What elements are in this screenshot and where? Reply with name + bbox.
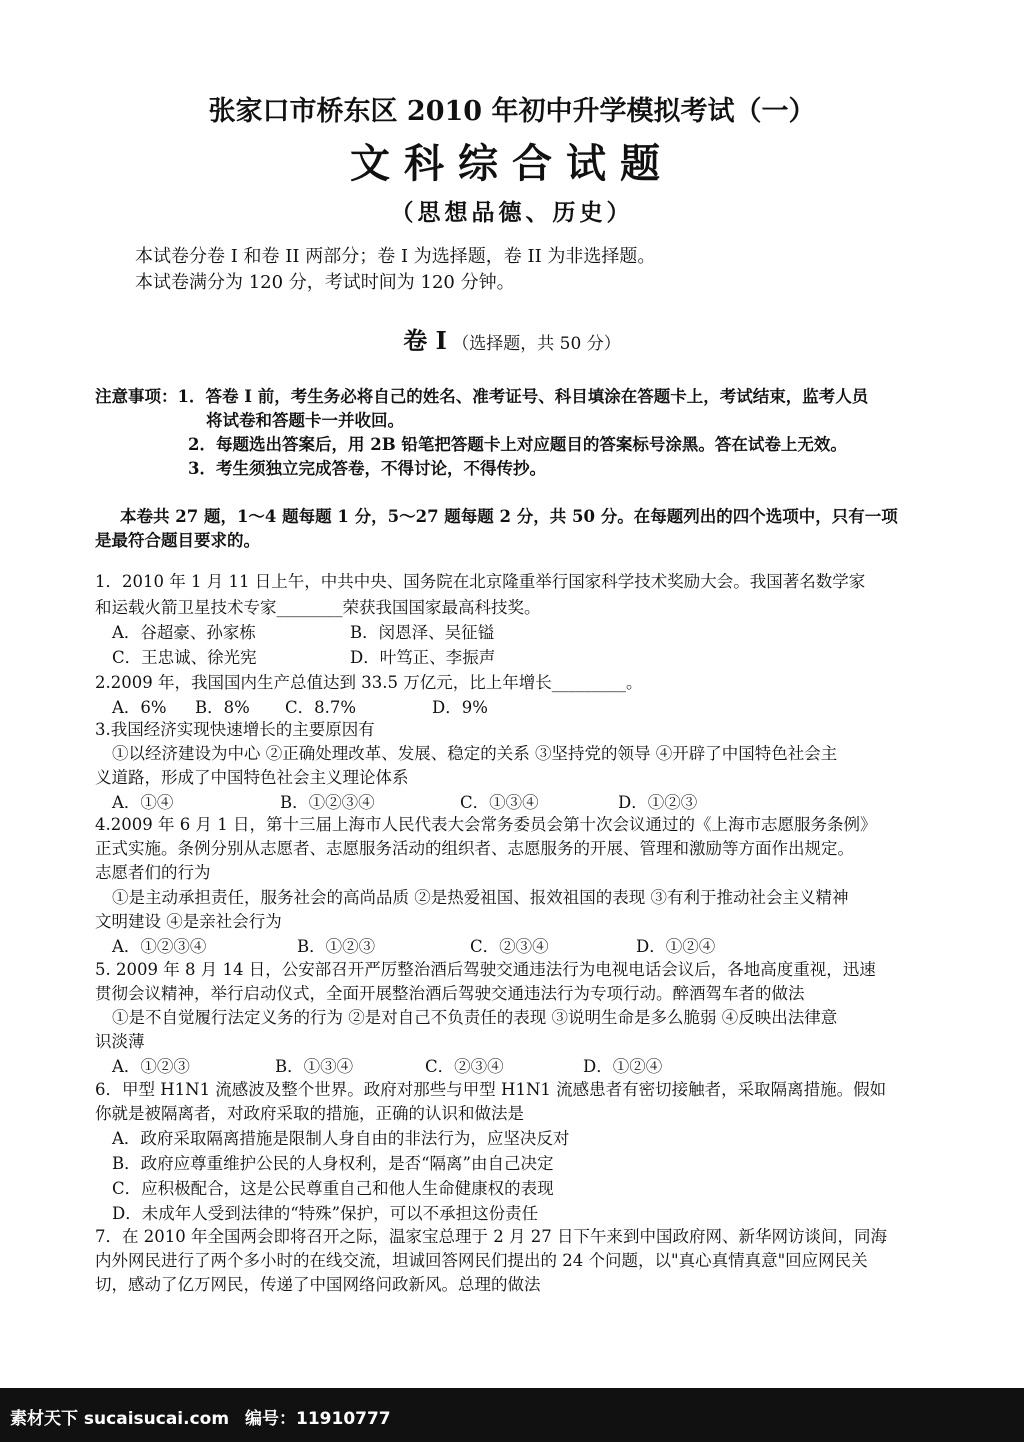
subject-subtitle: （思想品德、历史） [390, 199, 634, 226]
q2-option-d: D．9% [432, 698, 488, 717]
q4-stem-5: 文明建设 ④是亲社会行为 [95, 912, 282, 931]
q3-stem-3: 义道路，形成了中国特色社会主义理论体系 [95, 768, 409, 787]
q7-stem-2: 内外网民进行了两个多小时的在线交流，坦诚回答网民们提出的 24 个问题，以"真心真情真意"回应网民关 [95, 1251, 868, 1270]
q7-stem-1: 7．在 2010 年全国两会即将召开之际，温家宝总理于 2 月 27 日下午来到中国政府网、新华网访谈间，同海 [95, 1227, 887, 1246]
notes-line-2: 将试卷和答题卡一并收回。 [206, 411, 404, 430]
q1-stem-2: 和运载火箭卫星技术专家________荣获我国国家最高科技奖。 [95, 598, 541, 617]
q5-option-c: C．②③④ [425, 1057, 504, 1076]
q6-stem-1: 6．甲型 H1N1 流感波及整个世界。政府对那些与甲型 H1N1 流感患者有密切接触者，采取隔离措施。假如 [95, 1080, 887, 1099]
q3-option-a: A．①④ [112, 793, 174, 812]
notes-line-4: 3．考生须独立完成答卷，不得讨论，不得传抄。 [188, 459, 546, 478]
q5-stem-1: 5. 2009 年 8 月 14 日，公安部召开严厉整治酒后驾驶交通违法行为电视电话会议后，各地高度重视，迅速 [95, 960, 876, 979]
q3-option-c: C．①③④ [460, 793, 539, 812]
q6-option-c: C．应积极配合，这是公民尊重自己和他人生命健康权的表现 [112, 1179, 554, 1198]
q4-option-b: B．①②③ [297, 937, 376, 956]
q5-options-row [0, 1056, 1024, 1078]
intro-line-2: 本试卷满分为 120 分，考试时间为 120 分钟。 [135, 272, 515, 293]
intro-line-1: 本试卷分卷 I 和卷 II 两部分；卷 I 为选择题，卷 II 为非选择题。 [135, 246, 656, 267]
q4-stem-3: 志愿者们的行为 [95, 863, 211, 882]
subject-title: 文科综合试题 [350, 140, 674, 187]
q1-option-d: D．叶笃正、李振声 [350, 648, 496, 667]
q6-option-a: A．政府采取隔离措施是限制人身自由的非法行为，应坚决反对 [112, 1129, 570, 1148]
q4-stem-1: 4.2009 年 6 月 1 日，第十三届上海市人民代表大会常务委员会第十次会议通过的《上海市志愿服务条例》 [95, 815, 877, 834]
q3-options-row [0, 792, 1024, 814]
q1-option-a: A．谷超豪、孙家栋 [112, 623, 256, 642]
q2-stem: 2.2009 年，我国国内生产总值达到 33.5 万亿元，比上年增长_________。 [95, 673, 643, 692]
notes-line-1: 注意事项：1．答卷 I 前，考生务必将自己的姓名、准考证号、科目填涂在答题卡上，考试结束，监考人员 [95, 387, 869, 406]
watermark-site: 素材天下 sucaisucai.com [10, 1409, 230, 1429]
q4-stem-4: ①是主动承担责任，服务社会的高尚品质 ②是热爱祖国、报效祖国的表现 ③有利于推动社会主义精神 [112, 888, 849, 907]
exam-title: 张家口市桥东区 2010 年初中升学模拟考试（一） [208, 96, 816, 127]
q4-option-d: D．①②④ [636, 937, 716, 956]
q2-option-a: A．6% [112, 698, 167, 717]
q3-stem-2: ①以经济建设为中心 ②正确处理改革、发展、稳定的关系 ③坚持党的领导 ④开辟了中国特色社会主 [112, 744, 838, 763]
q1-stem-1: 1．2010 年 1 月 11 日上午，中共中央、国务院在北京隆重举行国家科学技术奖励大会。我国著名数学家 [95, 572, 866, 591]
q4-stem-2: 正式实施。条例分别从志愿者、志愿服务活动的组织者、志愿服务的开展、管理和激励等方面作出规定。 [95, 839, 854, 858]
notes-line-3: 2．每题选出答案后，用 2B 铅笔把答题卡上对应题目的答案标号涂黑。答在试卷上无效。 [188, 435, 847, 454]
q1-option-b: B．闵恩泽、吴征镒 [350, 623, 495, 642]
q6-option-b: B．政府应尊重维护公民的人身权利，是否“隔离”由自己决定 [112, 1154, 554, 1173]
q1-options-row-2 [0, 647, 1024, 669]
q5-stem-2: 贯彻会议精神，举行启动仪式，全面开展整治酒后驾驶交通违法行为专项行动。醉酒驾车者的做法 [95, 984, 805, 1003]
section-label: 卷 I [403, 326, 447, 355]
q4-option-c: C．②③④ [470, 937, 549, 956]
q5-option-d: D．①②④ [583, 1057, 663, 1076]
q2-option-c: C．8.7% [285, 698, 357, 717]
q3-stem-1: 3.我国经济实现快速增长的主要原因有 [95, 720, 375, 739]
q6-option-d: D．未成年人受到法律的“特殊”保护，可以不承担这份责任 [112, 1204, 539, 1223]
q2-option-b: B．8% [195, 698, 250, 717]
q1-option-c: C．王忠诚、徐光宪 [112, 648, 257, 667]
q6-stem-2: 你就是被隔离者，对政府采取的措施，正确的认识和做法是 [95, 1104, 524, 1123]
q1-options-row-1 [0, 622, 1024, 644]
q5-option-a: A．①②③ [112, 1057, 190, 1076]
q4-options-row [0, 936, 1024, 958]
q3-option-d: D．①②③ [618, 793, 698, 812]
q5-option-b: B．①③④ [275, 1057, 354, 1076]
watermark-number: 编号：11910777 [245, 1409, 391, 1429]
section-heading [0, 326, 1024, 359]
section-description: （选择题，共 50 分） [452, 334, 621, 354]
instructions-line-1: 本卷共 27 题，1～4 题每题 1 分，5～27 题每题 2 分，共 50 分。在每题列出的四个选项中，只有一项 [120, 507, 898, 526]
q4-option-a: A．①②③④ [112, 937, 207, 956]
q3-option-b: B．①②③④ [280, 793, 375, 812]
q2-options-row [0, 697, 1024, 719]
instructions-line-2: 是最符合题目要求的。 [95, 531, 260, 550]
q5-stem-4: 识淡薄 [95, 1032, 145, 1051]
q7-stem-3: 切，感动了亿万网民，传递了中国网络问政新风。总理的做法 [95, 1275, 541, 1294]
q5-stem-3: ①是不自觉履行法定义务的行为 ②是对自己不负责任的表现 ③说明生命是多么脆弱 ④反映出法律意 [112, 1008, 838, 1027]
